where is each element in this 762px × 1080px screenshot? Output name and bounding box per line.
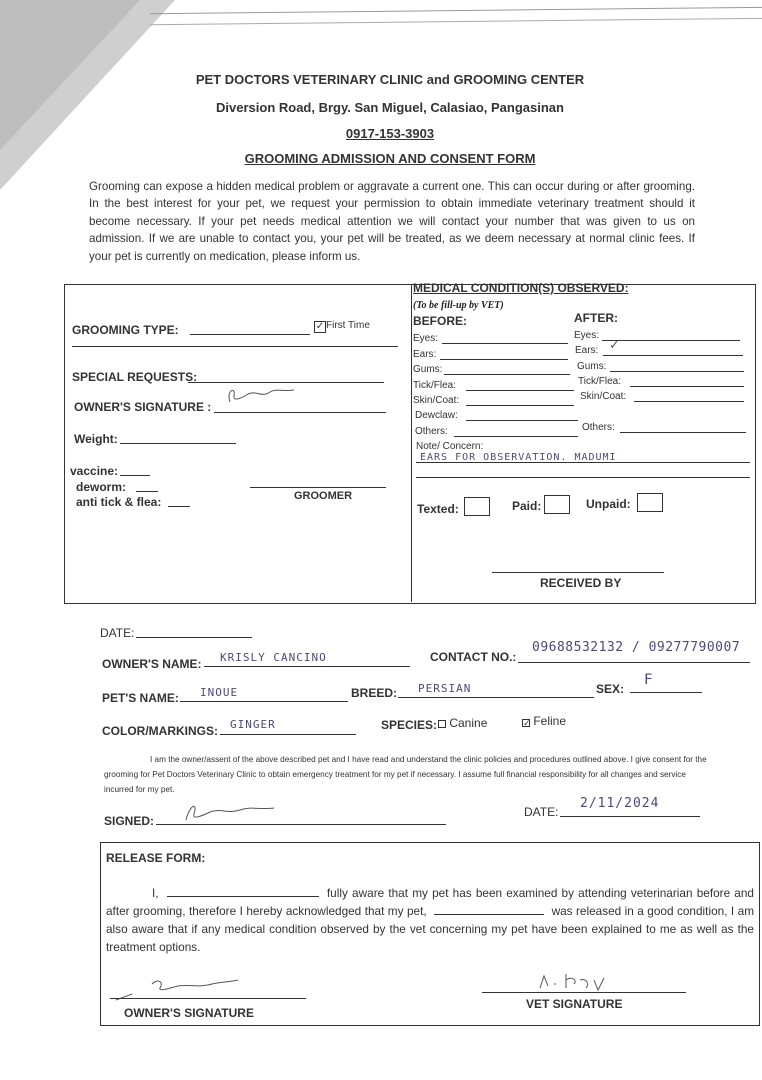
- release-owner-signature-scribble: [112, 976, 242, 1004]
- paid-checkbox[interactable]: [544, 495, 570, 514]
- after-tickflea-label: Tick/Flea:: [578, 376, 621, 387]
- feline-checkbox[interactable]: [522, 719, 530, 727]
- after-ears-label: Ears:: [575, 345, 599, 356]
- before-others-field[interactable]: [454, 436, 578, 437]
- grooming-type-label: GROOMING TYPE:: [72, 323, 179, 337]
- grooming-type-field[interactable]: [190, 334, 310, 335]
- vet-signature-field[interactable]: [482, 992, 686, 993]
- species-label: SPECIES:: [381, 718, 438, 732]
- pet-name-label: PET'S NAME:: [102, 691, 179, 705]
- canine-checkbox[interactable]: [438, 720, 446, 728]
- unpaid-label: Unpaid:: [586, 497, 631, 511]
- owner-name-value: KRISLY CANCINO: [220, 651, 327, 664]
- sex-value: F: [644, 672, 654, 688]
- before-tickflea-field[interactable]: [466, 390, 574, 391]
- signed-signature-scribble: [180, 800, 280, 826]
- received-by-label: RECEIVED BY: [540, 576, 622, 590]
- before-others-label: Others:: [415, 426, 448, 437]
- first-time-label: First Time: [326, 320, 370, 331]
- note-value: EARS FOR OBSERVATION. MADUMI: [420, 452, 617, 463]
- after-others-field[interactable]: [620, 432, 746, 433]
- texted-checkbox[interactable]: [464, 497, 490, 516]
- antitick-field[interactable]: [168, 506, 190, 507]
- signed-label: SIGNED:: [104, 814, 155, 828]
- date-label: DATE:: [100, 626, 135, 640]
- sex-field[interactable]: [630, 692, 702, 693]
- first-time-checkmark: ✓: [315, 321, 325, 332]
- before-dewclaw-label: Dewclaw:: [415, 410, 458, 421]
- contact-field[interactable]: [518, 662, 750, 663]
- release-text-start: I,: [152, 886, 159, 900]
- owner-signature-scribble-top: [222, 384, 302, 410]
- after-eyes-label: Eyes:: [574, 330, 600, 341]
- breed-field[interactable]: [398, 697, 594, 698]
- note-field-line-1[interactable]: [416, 462, 750, 463]
- after-label: AFTER:: [574, 311, 618, 325]
- before-skincoat-field[interactable]: [466, 405, 574, 406]
- vet-signature-label: VET SIGNATURE: [526, 997, 623, 1011]
- deworm-label: deworm:: [76, 480, 127, 494]
- consent-date-label: DATE:: [524, 805, 559, 819]
- consent-text: I am the owner/assent of the above described pet and I have read and understand the clinic policies and procedures outlined above. I give consent for the grooming for Pet Doctors Veterinary Clinic to obtain emergency treatment for my pet if necessary. I assume full financial responsibility for all changes and service incurred for my pet.: [104, 755, 707, 794]
- groomer-signature-field[interactable]: [250, 487, 386, 488]
- after-tickflea-field[interactable]: [630, 386, 744, 387]
- release-owner-signature-label: OWNER'S SIGNATURE: [124, 1006, 254, 1020]
- after-ears-field[interactable]: [603, 355, 743, 356]
- after-others-label: Others:: [582, 422, 615, 433]
- before-eyes-label: Eyes:: [413, 333, 439, 344]
- before-dewclaw-field[interactable]: [466, 420, 578, 421]
- breed-value: PERSIAN: [418, 682, 472, 695]
- release-title: RELEASE FORM:: [106, 851, 206, 865]
- weight-label: Weight:: [74, 432, 118, 446]
- release-owner-name-field[interactable]: [167, 896, 319, 897]
- color-label: COLOR/MARKINGS:: [102, 724, 218, 738]
- before-ears-label: Ears:: [413, 349, 437, 360]
- before-gums-label: Gums:: [413, 364, 443, 375]
- owner-signature-field-top[interactable]: [214, 412, 386, 413]
- release-pet-name-field[interactable]: [434, 914, 544, 915]
- before-tickflea-label: Tick/Flea:: [413, 380, 456, 391]
- page-fold-corner: [0, 0, 140, 150]
- owner-name-field[interactable]: [204, 666, 410, 667]
- release-paragraph: [106, 884, 754, 956]
- species-feline-option[interactable]: [522, 714, 566, 728]
- clinic-address: Diversion Road, Brgy. San Miguel, Calasiao, Pangasinan: [216, 100, 564, 115]
- before-gums-field[interactable]: [444, 374, 570, 375]
- received-by-field[interactable]: [492, 572, 664, 573]
- unpaid-checkbox[interactable]: [637, 493, 663, 512]
- pet-name-field[interactable]: [180, 701, 348, 702]
- medical-subtitle: (To be fill-up by VET): [413, 300, 504, 311]
- vet-signature-scribble: [536, 970, 616, 994]
- clinic-phone: 0917-153-3903: [345, 126, 435, 141]
- after-gums-label: Gums:: [577, 361, 607, 372]
- feline-checkmark: ✓: [523, 718, 531, 728]
- vaccine-field[interactable]: [120, 475, 150, 476]
- antitick-label: anti tick & flea:: [76, 495, 162, 509]
- note-field-line-2[interactable]: [416, 477, 750, 478]
- note-label: Note/ Concern:: [416, 441, 484, 452]
- first-time-checkbox[interactable]: [314, 321, 326, 333]
- form-title: GROOMING ADMISSION AND CONSENT FORM: [244, 151, 536, 166]
- before-ears-field[interactable]: [440, 359, 568, 360]
- clinic-name: PET DOCTORS VETERINARY CLINIC and GROOMING CENTER: [195, 72, 585, 87]
- medical-title: MEDICAL CONDITION(S) OBSERVED:: [413, 281, 629, 295]
- special-requests-label: SPECIAL REQUESTS:: [72, 370, 198, 384]
- species-feline-label: Feline: [533, 714, 567, 728]
- release-text-end: was released in a good condition, I am also aware that if any medical condition observed by the vet concerning my pet have been explained to me as well as the treatment options.: [106, 904, 755, 954]
- stacked-page-edges: [150, 7, 762, 25]
- after-eyes-field[interactable]: [602, 340, 740, 341]
- before-label: BEFORE:: [413, 314, 467, 328]
- contact-value: 09688532132 / 09277790007: [532, 640, 741, 655]
- paid-label: Paid:: [512, 499, 542, 513]
- texted-label: Texted:: [417, 502, 459, 516]
- pet-name-value: INOUE: [200, 686, 239, 699]
- consent-date-field[interactable]: [560, 816, 700, 817]
- deworm-field[interactable]: [136, 491, 158, 492]
- date-field[interactable]: [136, 637, 252, 638]
- breed-label: BREED:: [351, 686, 398, 700]
- after-ears-checkmark: ✓: [610, 337, 620, 353]
- release-owner-signature-field[interactable]: [110, 998, 306, 999]
- intro-paragraph: Grooming can expose a hidden medical problem or aggravate a current one. This can occur during or after grooming. In the best interest for your pet, we request your permission to obtain immediate veterinary treatment should it become necessary. If your pet needs medical attention we will contact your number that was given to us on admission. If we are unable to contact you, your pet will be treated, as we deem necessary at normal clinic fees. If your pet is currently on medication, please inform us.: [89, 180, 695, 263]
- species-canine-label: Canine: [449, 716, 488, 730]
- special-requests-field[interactable]: [188, 382, 384, 383]
- grooming-type-extra-line[interactable]: [72, 346, 398, 347]
- contact-label: CONTACT NO.:: [430, 650, 517, 664]
- owner-name-label: OWNER'S NAME:: [102, 657, 202, 671]
- first-time-option[interactable]: [314, 320, 370, 333]
- color-field[interactable]: [220, 734, 356, 735]
- admission-divider: [411, 284, 412, 602]
- color-value: GINGER: [230, 718, 276, 731]
- owner-signature-label-top: OWNER'S SIGNATURE :: [74, 400, 212, 414]
- after-gums-field[interactable]: [610, 371, 744, 372]
- species-canine-option[interactable]: [438, 716, 487, 730]
- groomer-label: GROOMER: [294, 490, 353, 502]
- before-eyes-field[interactable]: [442, 343, 568, 344]
- before-skincoat-label: Skin/Coat:: [413, 395, 460, 406]
- consent-date-value: 2/11/2024: [580, 796, 660, 811]
- weight-field[interactable]: [120, 443, 236, 444]
- after-skincoat-field[interactable]: [634, 401, 744, 402]
- release-text-mid: fully aware that my pet has been examined by attending veterinarian before and after grooming, therefore I hereby acknowledged that my pet,: [106, 886, 754, 918]
- after-skincoat-label: Skin/Coat:: [580, 391, 627, 402]
- vaccine-label: vaccine:: [70, 464, 119, 478]
- sex-label: SEX:: [596, 682, 625, 696]
